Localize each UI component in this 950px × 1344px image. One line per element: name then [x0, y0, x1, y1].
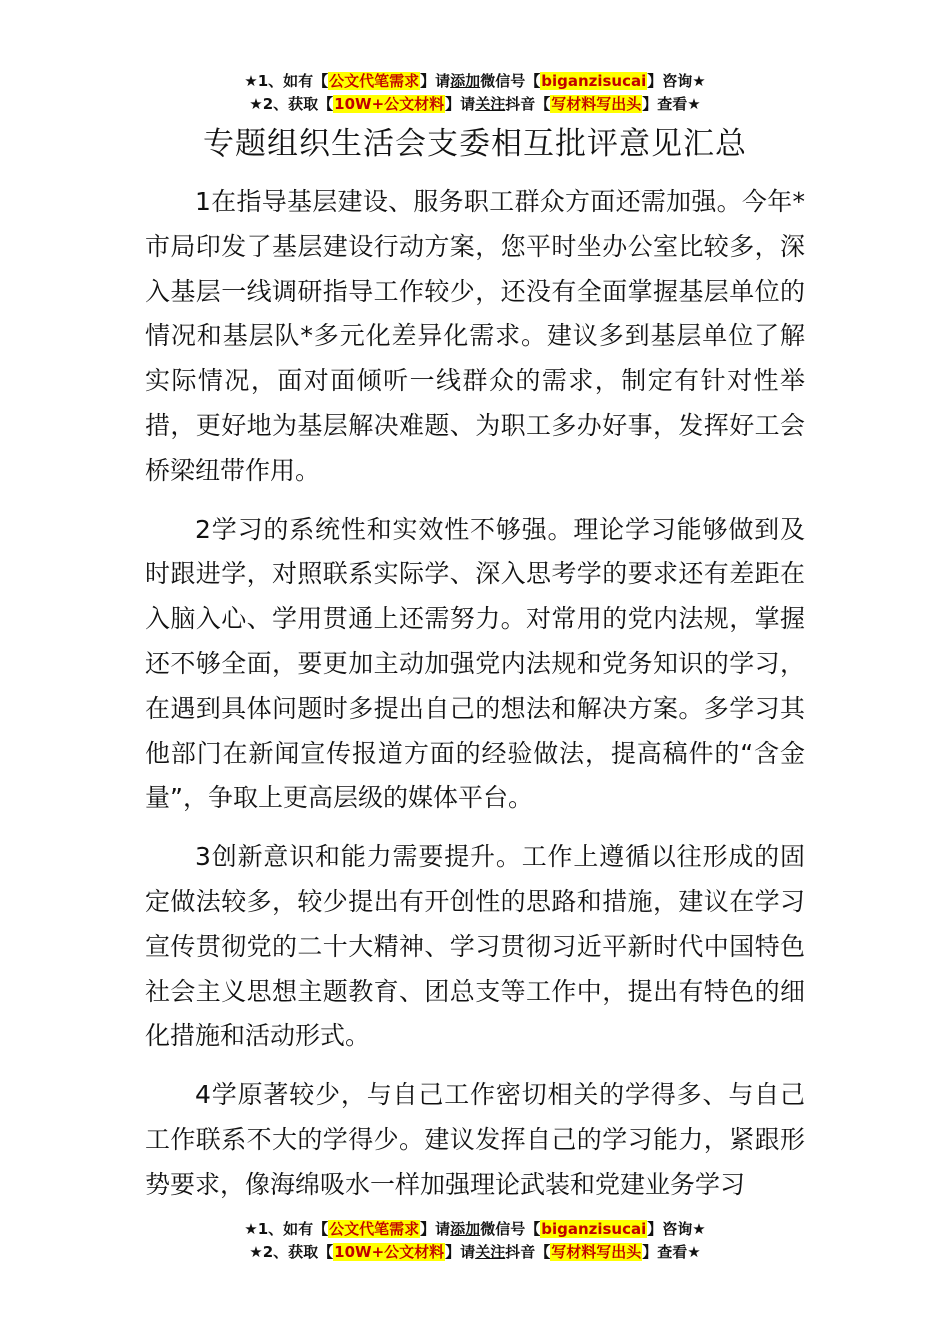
- star-icon: ★: [249, 95, 263, 113]
- underlined-text: 关注: [475, 1243, 506, 1261]
- star-icon: ★: [687, 95, 701, 113]
- banner-text: 】请: [420, 1220, 451, 1238]
- banner-text: 】咨询: [647, 1220, 693, 1238]
- banner-line-1: [0, 70, 950, 93]
- highlight-wechat-id: biganzisucai: [541, 1220, 647, 1238]
- banner-text: 】咨询: [647, 72, 693, 90]
- banner-text: 抖音【: [505, 95, 551, 113]
- document-body: [145, 180, 805, 1222]
- underlined-text: 添加: [450, 1220, 481, 1238]
- header-banner: [0, 70, 950, 116]
- banner-text: 】请: [445, 1243, 476, 1261]
- underlined-text: 添加: [450, 72, 481, 90]
- highlight-materials: 10W+公文材料: [334, 1243, 445, 1261]
- banner-text: 】请: [445, 95, 476, 113]
- banner-text: 2、获取【: [262, 95, 334, 113]
- banner-text: 微信号【: [480, 72, 541, 90]
- page-title: 专题组织生活会支委相互批评意见汇总: [203, 126, 747, 162]
- star-icon: ★: [692, 72, 706, 90]
- highlight-service: 公文代笔需求: [329, 72, 420, 90]
- star-icon: ★: [687, 1243, 701, 1261]
- underlined-text: 关注: [475, 95, 506, 113]
- highlight-douyin-account: 写材料写出头: [551, 1243, 642, 1261]
- banner-text: 】查看: [642, 95, 688, 113]
- banner-line-2: [0, 1241, 950, 1264]
- paragraph-4: 4学原著较少，与自己工作密切相关的学得多、与自己工作联系不大的学得少。建议发挥自己的学习能力，紧跟形势要求，像海绵吸水一样加强理论武装和党建业务学习: [145, 1080, 805, 1199]
- banner-text: 】请: [420, 72, 451, 90]
- star-icon: ★: [244, 1220, 258, 1238]
- paragraph-2: 2学习的系统性和实效性不够强。理论学习能够做到及时跟进学，对照联系实际学、深入思考学的要求还有差距在入脑入心、学用贯通上还需努力。对常用的党内法规，掌握还不够全面，要更加主动加强党内法规和党务知识的学习，在遇到具体问题时多提出自己的想法和解决方案。多学习其他部门在新闻宣传报道方面的经验做法，提高稿件的“含金量”，争取上更高层级的媒体平台。: [145, 514, 805, 813]
- highlight-wechat-id: biganzisucai: [541, 72, 647, 90]
- star-icon: ★: [692, 1220, 706, 1238]
- banner-line-1: [0, 1218, 950, 1241]
- star-icon: ★: [244, 72, 258, 90]
- star-icon: ★: [249, 1243, 263, 1261]
- highlight-materials: 10W+公文材料: [334, 95, 445, 113]
- banner-text: 微信号【: [480, 1220, 541, 1238]
- paragraph-1: 1在指导基层建设、服务职工群众方面还需加强。今年*市局印发了基层建设行动方案，您平时坐办公室比较多，深入基层一线调研指导工作较少，还没有全面掌握基层单位的情况和基层队*多元化差异化需求。建议多到基层单位了解实际情况，面对面倾听一线群众的需求，制定有针对性举措，更好地为基层解决难题、为职工多办好事，发挥好工会桥梁纽带作用。: [145, 187, 805, 485]
- banner-text: 】查看: [642, 1243, 688, 1261]
- banner-text: 1、如有【: [257, 1220, 329, 1238]
- banner-text: 1、如有【: [257, 72, 329, 90]
- highlight-douyin-account: 写材料写出头: [551, 95, 642, 113]
- banner-text: 2、获取【: [262, 1243, 334, 1261]
- banner-text: 抖音【: [505, 1243, 551, 1261]
- footer-banner: [0, 1218, 950, 1264]
- highlight-service: 公文代笔需求: [329, 1220, 420, 1238]
- paragraph-3: 3创新意识和能力需要提升。工作上遵循以往形成的固定做法较多，较少提出有开创性的思路和措施，建议在学习宣传贯彻党的二十大精神、学习贯彻习近平新时代中国特色社会主义思想主题教育、团总支等工作中，提出有特色的细化措施和活动形式。: [145, 842, 805, 1051]
- banner-line-2: [0, 93, 950, 116]
